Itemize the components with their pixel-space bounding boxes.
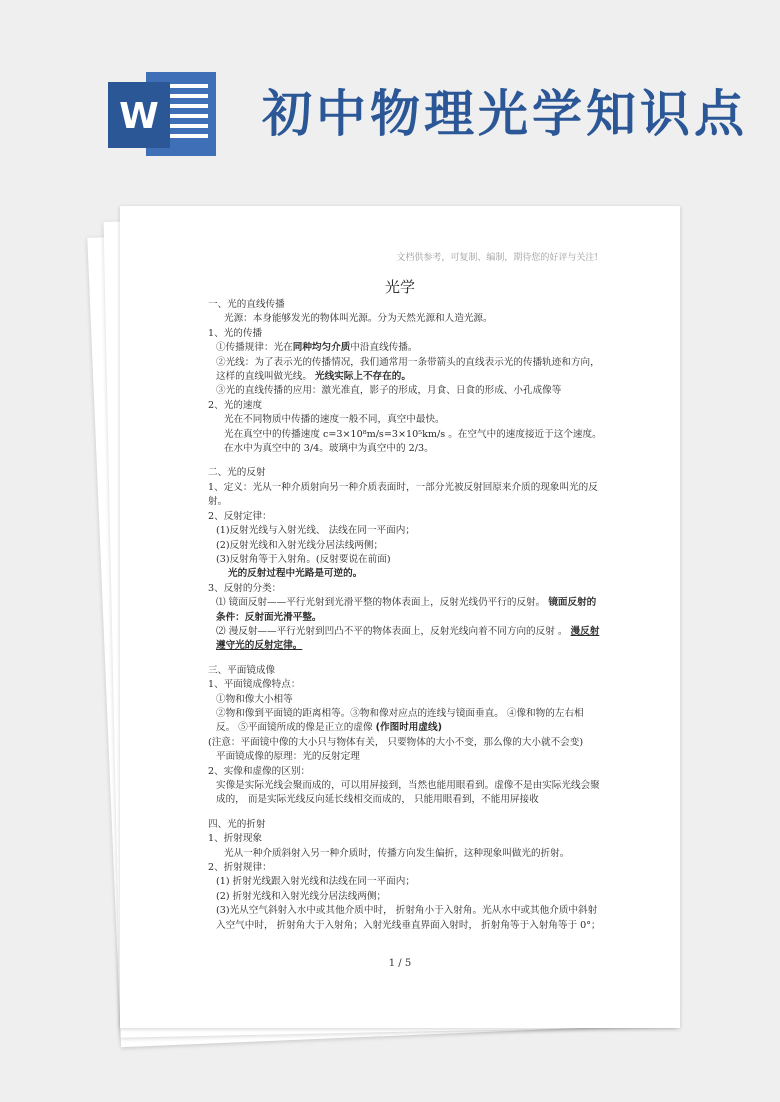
paragraph: 1、平面镜成像特点： [208,679,301,691]
paragraph: (注意：平面镜中像的大小只与物体有关， 只要物体的大小不变，那么像的大小就不会变) [208,736,584,748]
section-heading: 三、平面镜成像 [208,664,276,676]
paragraph: 平面镜成像的原理：光的反射定理 [216,751,360,763]
section-heading: 四、光的折射 [208,818,266,830]
paragraph: 1、光的传播 [208,327,263,339]
page-title: 初中物理光学知识点 [262,85,748,143]
paragraph: ⑴ 镜面反射——平行光射到光滑平整的物体表面上，反射光线仍平行的反射。 镜面反射的条件：反射面光滑平整。 [216,597,597,623]
document-body [208,298,602,933]
paragraph: 在水中为真空中的 3/4。玻璃中为真空中的 2/3。 [224,443,434,455]
paragraph: 光在真空中的传播速度 c=3×10⁸m/s=3×10⁵km/s 。在空气中的速度接近于这个速度。 [224,428,602,440]
paragraph: 实像是实际光线会聚而成的，可以用屏接到，当然也能用眼看到。虚像不是由实际光线会聚成的， 而是实际光线反向延长线相交而成的， 只能用眼看到，不能用屏接收 [216,780,600,806]
paragraph: 3、反射的分类： [208,582,282,594]
paragraph: (3)光从空气斜射入水中或其他介质中时， 折射角小于入射角。光从水中或其他介质中斜射入空气中时， 折射角大于入射角；入射光线垂直界面入射时， 折射角等于入射角等于 0°； [216,905,601,931]
paragraph: 光从一种介质斜射入另一种介质时，传播方向发生偏折，这种现象叫做光的折射。 [224,847,570,859]
paragraph: ③光的直线传播的应用：激光准直，影子的形成，月食、日食的形成、小孔成像等 [216,385,562,397]
page-number: 1 / 5 [388,958,412,969]
paragraph: (1)反射光线与入射光线、 法线在同一平面内； [216,525,415,537]
paragraph: ①传播规律：光在同种均匀介质中沿直线传播。 [216,342,418,354]
document-page [120,206,680,1028]
word-icon [108,68,218,160]
paragraph: 1、折射现象 [208,833,263,845]
document-note: 文档供参考，可复制、编制，期待您的好评与关注! [396,253,598,263]
emphasis-text: 同种均匀介质 [292,342,351,354]
paragraph: (3)反射角等于入射角。(反射要说在前面) [216,553,391,565]
paragraph: 2、光的速度 [208,399,263,411]
paragraph: 1、定义：光从一种介质射向另一种介质表面时，一部分光被反射回原来介质的现象叫光的反射。 [208,481,598,508]
paragraph: (2) 折射光线和入射光线分居法线两侧； [216,890,387,902]
paragraph: 2、反射定律： [208,510,272,522]
paragraph: 光在不同物质中传播的速度一般不同，真空中最快。 [224,414,445,426]
paragraph: (2)反射光线和入射光线分居法线两侧； [216,539,384,551]
paragraph: ②物和像到平面镜的距离相等。③物和像对应点的连线与镜面垂直。 ④像和物的左右相反。 ⑤平面镜所成的像是正立的虚像 (作图时用虚线) [216,707,584,734]
emphasis-text: 漫反射遵守光的反射定律。 [216,625,600,652]
emphasis-text: (作图时用虚线) [375,722,442,734]
document-title: 光学 [384,278,415,296]
paragraph: 2、折射规律： [208,862,272,874]
emphasis-text: 镜面反射的条件：反射面光滑平整。 [216,597,597,623]
paragraph: 光源：本身能够发光的物体叫光源。分为天然光源和人造光源。 [224,313,493,325]
paragraph: ②光线：为了表示光的传播情况，我们通常用一条带箭头的直线表示光的传播轨迹和方向，这样的直线叫做光线。 光线实际上不存在的。 [216,356,600,383]
section-heading: 二、光的反射 [208,467,266,479]
svg-text:W: W [119,96,159,137]
paragraph: 2、实像和虚像的区别： [208,765,311,777]
paragraph: (1) 折射光线跟入射光线和法线在同一平面内； [216,876,415,888]
section-heading: 一、光的直线传播 [208,299,285,310]
paragraph: ⑵ 漫反射——平行光射到凹凸不平的物体表面上，反射光线向着不同方向的反射 。 漫反射遵守光的反射定律。 [216,625,600,652]
emphasis-text: 光的反射过程中光路是可逆的。 [228,568,363,580]
paragraph: ①物和像大小相等 [216,693,293,705]
emphasis-text: 光线实际上不存在的。 [315,371,411,383]
